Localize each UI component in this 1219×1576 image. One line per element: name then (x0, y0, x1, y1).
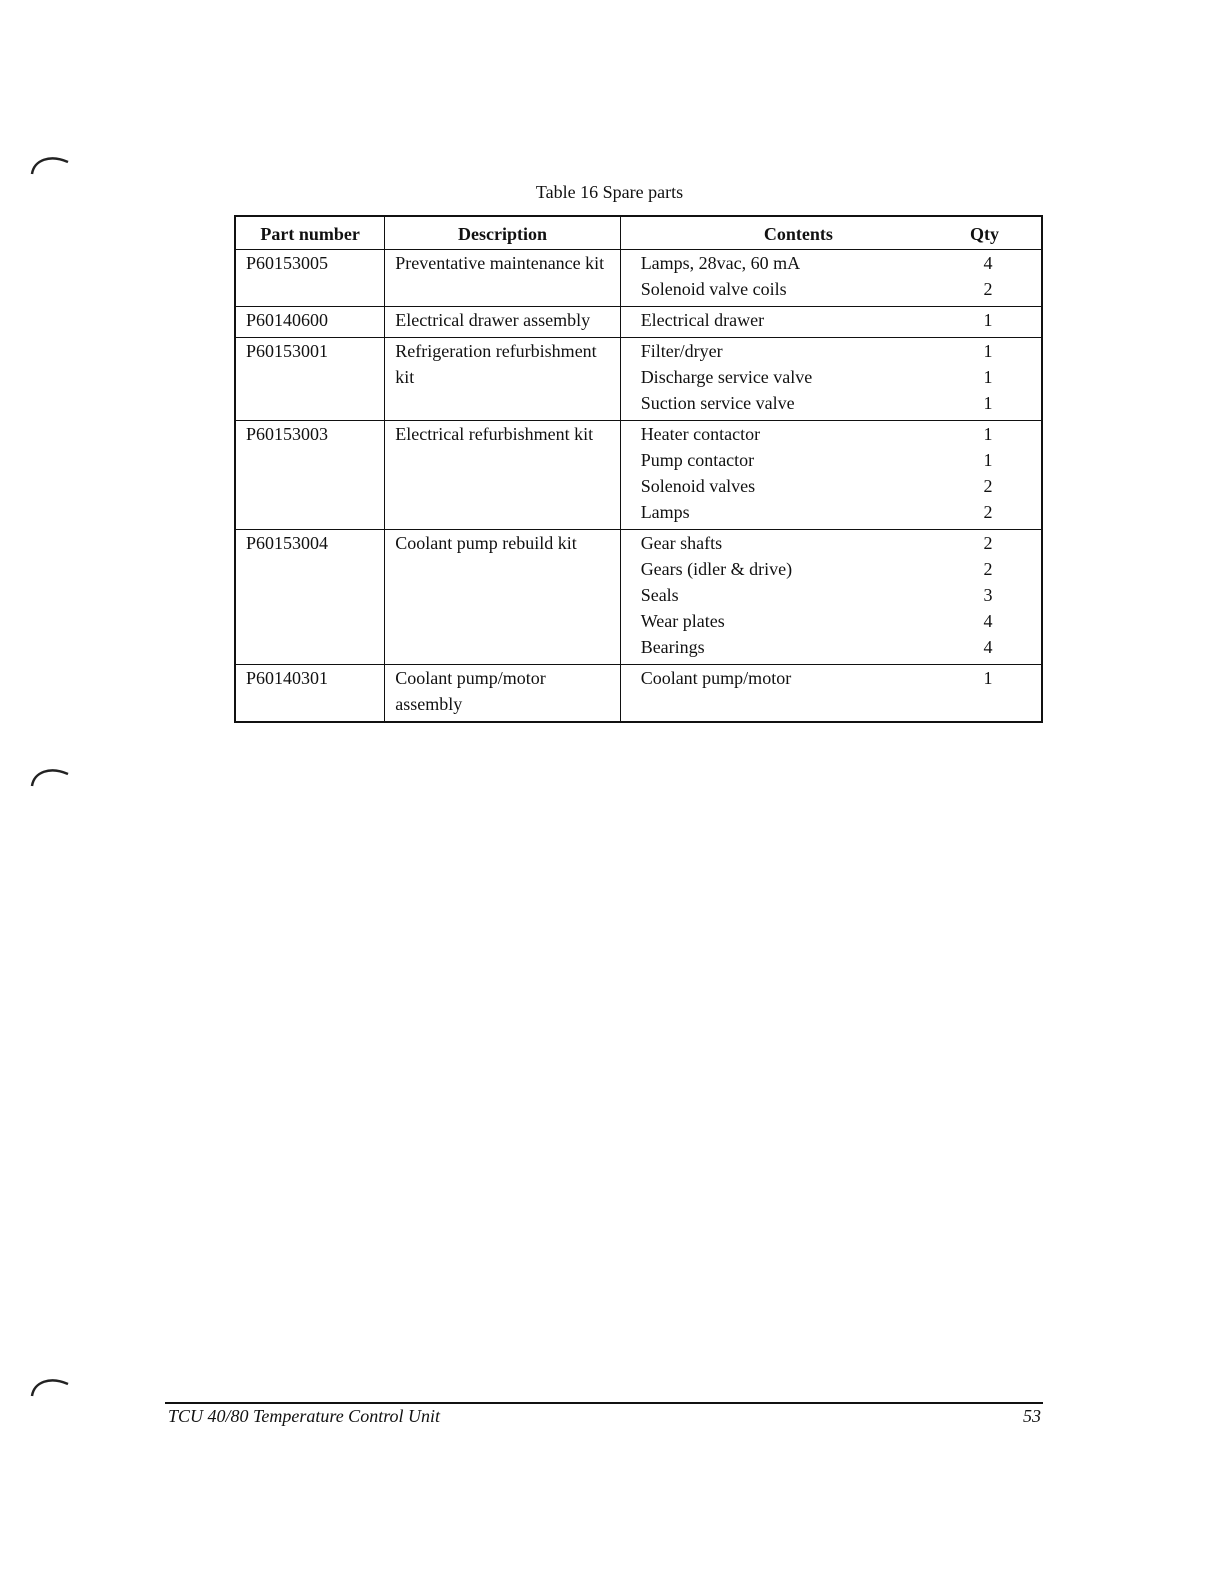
content-item-name: Filter/dryer (640, 341, 723, 361)
content-item (631, 530, 1035, 556)
content-item-qty: 2 (983, 476, 993, 496)
content-item-qty: 1 (983, 424, 993, 444)
contents-cell (620, 530, 1042, 665)
content-item-qty: 1 (983, 393, 993, 413)
contents-cell (620, 421, 1042, 530)
table-row (235, 307, 1042, 338)
content-item-name: Bearings (640, 637, 705, 657)
description-cell: Electrical drawer assembly (385, 307, 620, 338)
part-number-cell: P60140600 (235, 307, 385, 338)
content-item (631, 338, 1035, 364)
content-item (631, 364, 1035, 390)
content-item-name: Seals (640, 585, 679, 605)
contents-cell (620, 307, 1042, 338)
content-item-name: Heater contactor (640, 424, 761, 444)
binder-hole-mark-icon (28, 150, 70, 176)
header-qty: Qty (970, 224, 999, 244)
binder-hole-mark-icon (28, 1372, 70, 1398)
description-cell: Coolant pump/motor assembly (385, 665, 620, 723)
content-item-name: Discharge service valve (640, 367, 813, 387)
content-item-name: Coolant pump/motor (640, 668, 792, 688)
table-row (235, 250, 1042, 307)
part-number-cell: P60140301 (235, 665, 385, 723)
content-item-qty: 2 (983, 533, 993, 553)
table-row (235, 665, 1042, 723)
page-number: 53 (1023, 1406, 1041, 1426)
content-item-qty: 1 (983, 341, 993, 361)
content-item-qty: 1 (983, 450, 993, 470)
contents-cell (620, 338, 1042, 421)
content-item-qty: 1 (983, 367, 993, 387)
content-item-name: Lamps, 28vac, 60 mA (640, 253, 801, 273)
part-number-cell: P60153003 (235, 421, 385, 530)
content-item (631, 608, 1035, 634)
header-part-number: Part number (235, 216, 385, 250)
content-item-name: Gears (idler & drive) (640, 559, 793, 579)
table-row (235, 338, 1042, 421)
table-header-row (235, 216, 1042, 250)
binder-hole-mark-icon (28, 762, 70, 788)
footer-rule (165, 1402, 1043, 1404)
content-item-qty: 3 (983, 585, 993, 605)
content-item-qty: 2 (983, 559, 993, 579)
content-item-qty: 2 (983, 502, 993, 522)
content-item (631, 390, 1035, 416)
content-item (631, 447, 1035, 473)
header-contents (620, 216, 1042, 250)
description-cell: Preventative maintenance kit (385, 250, 620, 307)
content-item (631, 307, 1035, 333)
part-number-cell: P60153004 (235, 530, 385, 665)
description-cell: Electrical refurbishment kit (385, 421, 620, 530)
content-item-qty: 4 (983, 637, 993, 657)
content-item-name: Gear shafts (640, 533, 723, 553)
content-item (631, 421, 1035, 447)
content-item (631, 634, 1035, 660)
content-item (631, 556, 1035, 582)
content-item-qty: 2 (983, 279, 993, 299)
content-item-name: Pump contactor (640, 450, 755, 470)
content-item-qty: 4 (983, 611, 993, 631)
footer-title: TCU 40/80 Temperature Control Unit (168, 1406, 441, 1426)
header-contents-label: Contents (763, 224, 833, 244)
content-item-name: Suction service valve (640, 393, 795, 413)
content-item (631, 276, 1035, 302)
content-item-qty: 1 (983, 310, 993, 330)
description-cell: Coolant pump rebuild kit (385, 530, 620, 665)
content-item-qty: 4 (983, 253, 993, 273)
part-number-cell: P60153001 (235, 338, 385, 421)
content-item (631, 473, 1035, 499)
content-item-name: Solenoid valve coils (640, 279, 787, 299)
content-item-name: Lamps (640, 502, 690, 522)
description-cell: Refrigeration refurbishment kit (385, 338, 620, 421)
content-item (631, 499, 1035, 525)
content-item (631, 582, 1035, 608)
contents-cell (620, 250, 1042, 307)
content-item (631, 665, 1035, 691)
spare-parts-table (234, 215, 1043, 723)
content-item (631, 250, 1035, 276)
table-body (235, 250, 1042, 723)
header-description: Description (385, 216, 620, 250)
content-item-name: Electrical drawer (640, 310, 765, 330)
table-row (235, 530, 1042, 665)
table-caption: Table 16 Spare parts (535, 182, 684, 202)
part-number-cell: P60153005 (235, 250, 385, 307)
content-item-name: Solenoid valves (640, 476, 756, 496)
contents-cell (620, 665, 1042, 723)
table-row (235, 421, 1042, 530)
content-item-qty: 1 (983, 668, 993, 688)
content-item-name: Wear plates (640, 611, 725, 631)
